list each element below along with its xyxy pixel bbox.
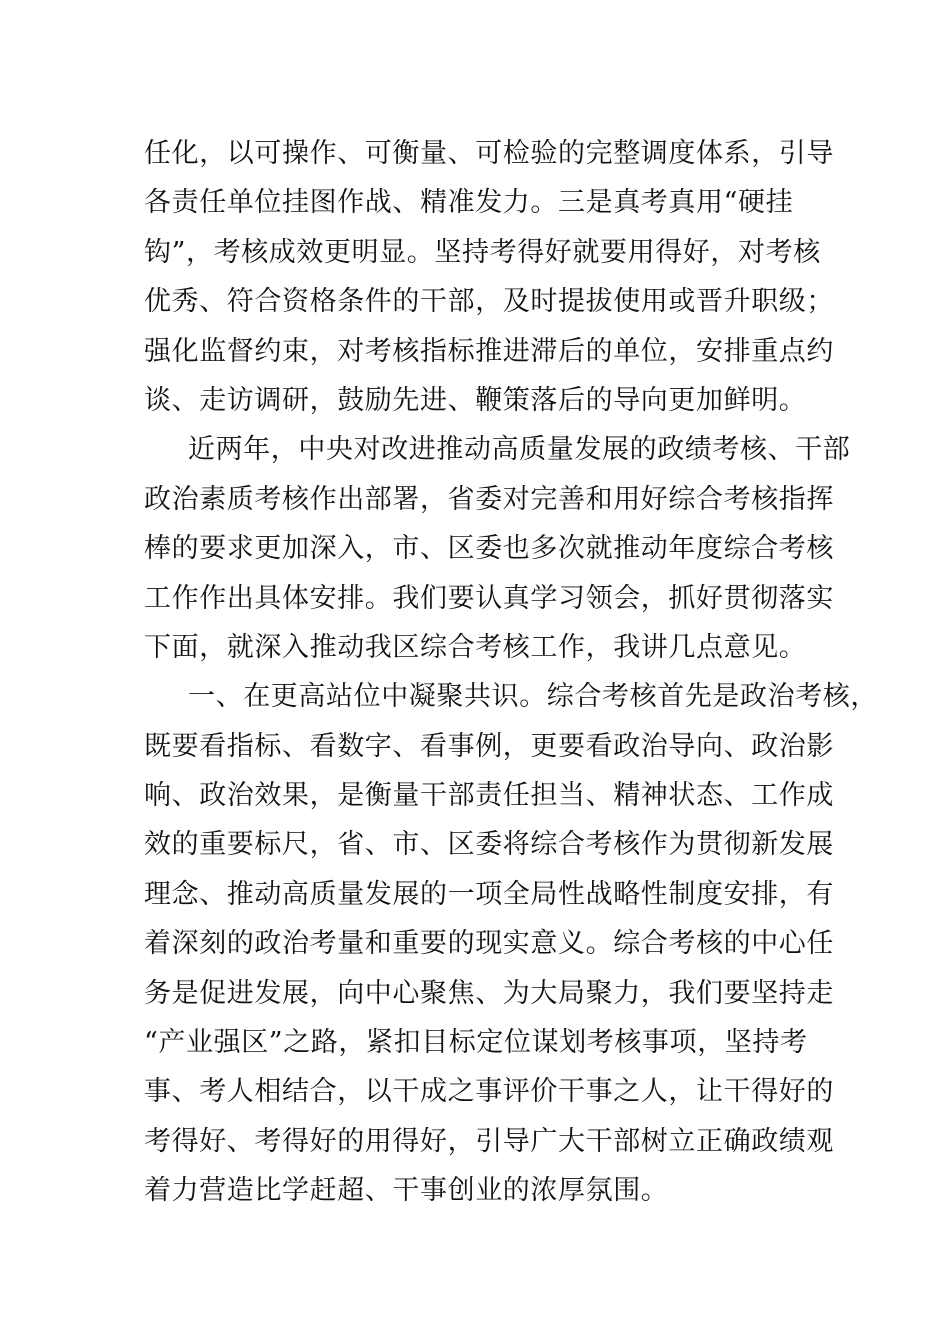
text-line: 效的重要标尺，省、市、区委将综合考核作为贯彻新发展 [144, 829, 834, 861]
text-line: 事、考人相结合，以干成之事评价干事之人，让干得好的 [144, 1076, 834, 1108]
text-line: 棒的要求更加深入，市、区委也多次就推动年度综合考核 [144, 533, 834, 565]
text-line: 务是促进发展，向中心聚焦、为大局聚力，我们要坚持走 [144, 977, 834, 1009]
text-line: 强化监督约束，对考核指标推进滞后的单位，安排重点约 [144, 335, 834, 367]
body-text [144, 129, 878, 1216]
text-line: 政治素质考核作出部署，省委对完善和用好综合考核指挥 [144, 483, 834, 515]
text-line: 谈、走访调研，鼓励先进、鞭策落后的导向更加鲜明。 [144, 384, 807, 416]
paragraph-first-line: 一、在更高站位中凝聚共识。综合考核首先是政治考核， [188, 681, 878, 713]
text-line: 响、政治效果，是衡量干部责任担当、精神状态、工作成 [144, 780, 834, 812]
text-line: 理念、推动高质量发展的一项全局性战略性制度安排，有 [144, 878, 834, 910]
text-line: 着力营造比学赶超、干事创业的浓厚氛围。 [144, 1175, 669, 1207]
text-line: 钩”，考核成效更明显。坚持考得好就要用得好，对考核 [144, 236, 821, 268]
text-line: 考得好、考得好的用得好，引导广大干部树立正确政绩观 [144, 1125, 834, 1157]
text-line: 下面，就深入推动我区综合考核工作，我讲几点意见。 [144, 631, 807, 663]
text-line: 优秀、符合资格条件的干部，及时提拔使用或晋升职级； [144, 286, 834, 318]
text-line: 既要看指标、看数字、看事例，更要看政治导向、政治影 [144, 730, 834, 762]
text-line: 任化，以可操作、可衡量、可检验的完整调度体系，引导 [144, 138, 834, 169]
text-line: 工作作出具体安排。我们要认真学习领会，抓好贯彻落实 [144, 582, 834, 614]
text-line: “产业强区”之路，紧扣目标定位谋划考核事项，坚持考 [144, 1027, 808, 1059]
paragraph-first-line: 近两年，中央对改进推动高质量发展的政绩考核、干部 [188, 434, 851, 466]
text-line: 着深刻的政治考量和重要的现实意义。综合考核的中心任 [144, 928, 834, 960]
text-line: 各责任单位挂图作战、精准发力。三是真考真用“硬挂 [144, 187, 794, 219]
